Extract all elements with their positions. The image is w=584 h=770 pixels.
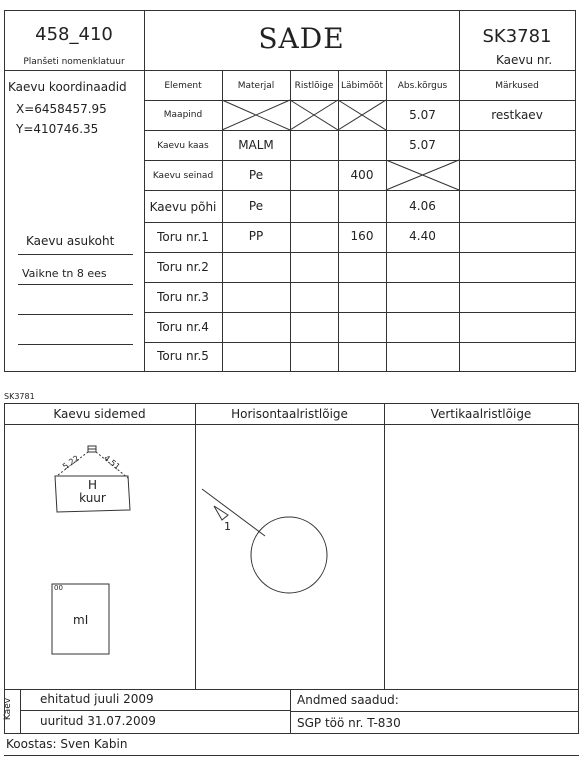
table-cell-element: Toru nr.1: [157, 230, 209, 244]
tie-dim-left: 5.22: [61, 453, 81, 472]
footer-vertical-label: Kaev: [3, 697, 14, 721]
footer-v1: [20, 689, 21, 733]
author-underline: [4, 755, 579, 756]
page-title: SADE: [258, 22, 345, 55]
table-cell-labimoot: 160: [350, 229, 374, 243]
location-value: Vaikne tn 8 ees: [22, 267, 107, 280]
tie-dim-right: 4.51: [102, 453, 122, 472]
table-header: Materjal: [237, 81, 275, 91]
table-cell-element: Toru nr.3: [157, 290, 209, 304]
built-date: ehitatud juuli 2009: [40, 692, 154, 706]
table-header: Läbimõõt: [340, 81, 384, 91]
plan-code-label: Planšeti nomenklatuur: [23, 57, 125, 67]
footer-bottom: [4, 733, 579, 734]
table-cell-element: Kaevu seinad: [152, 171, 214, 181]
table-header: Abs.kõrgus: [397, 81, 448, 91]
table-cell-materjal: PP: [248, 229, 264, 243]
location-label: Kaevu asukoht: [26, 234, 115, 248]
table-cell-abs: 4.40: [409, 229, 436, 243]
table-cell-element: Toru nr.4: [157, 320, 209, 334]
author: Koostas: Sven Kabin: [6, 737, 128, 751]
table-cell-abs: 4.06: [409, 199, 436, 213]
section2-header: Vertikaalristlõige: [430, 407, 532, 421]
table-cell-abs: 5.07: [409, 138, 436, 152]
well-id: SK3781: [482, 26, 552, 47]
table-cell-materjal: Pe: [248, 168, 264, 182]
section2-header: Horisontaalristlõige: [231, 407, 348, 421]
building-name: kuur: [79, 491, 106, 505]
table-cell-markused: restkaev: [491, 108, 543, 122]
table-header: Element: [164, 81, 202, 91]
pipe-number: 1: [224, 520, 231, 533]
section2-header: Kaevu sidemed: [53, 407, 146, 421]
well-id-label: Kaevu nr.: [496, 53, 553, 67]
table-cell-element: Toru nr.2: [157, 260, 209, 274]
table-cell-materjal: MALM: [238, 138, 274, 152]
data-source-label: Andmed saadud:: [297, 693, 399, 707]
plan-code: 458_410: [35, 24, 113, 45]
footer-mid: [20, 710, 290, 711]
coord-y: Y=410746.35: [16, 122, 99, 136]
table-cell-element: Kaevu põhi: [149, 200, 217, 214]
table-cell-element: Toru nr.5: [157, 349, 209, 363]
structure-label: 00: [54, 584, 63, 592]
building-h: H: [87, 478, 98, 492]
coord-x: X=6458457.95: [16, 102, 107, 116]
coords-label: Kaevu koordinaadid: [8, 80, 127, 94]
table-cell-abs: 5.07: [409, 108, 436, 122]
section-small-id: SK3781: [4, 392, 35, 401]
structure-mark: mI: [73, 613, 89, 627]
table-header: Märkused: [495, 81, 539, 91]
footer-mid-right: [290, 711, 578, 712]
data-source-value: SGP töö nr. T-830: [297, 716, 401, 730]
surveyed-date: uuritud 31.07.2009: [40, 714, 156, 728]
table-cell-element: Maapind: [163, 110, 203, 120]
table-cell-labimoot: 400: [350, 168, 374, 182]
table-cell-element: Kaevu kaas: [157, 141, 209, 151]
table-cell-materjal: Pe: [248, 199, 264, 213]
table-header: Ristlõige: [294, 81, 334, 91]
